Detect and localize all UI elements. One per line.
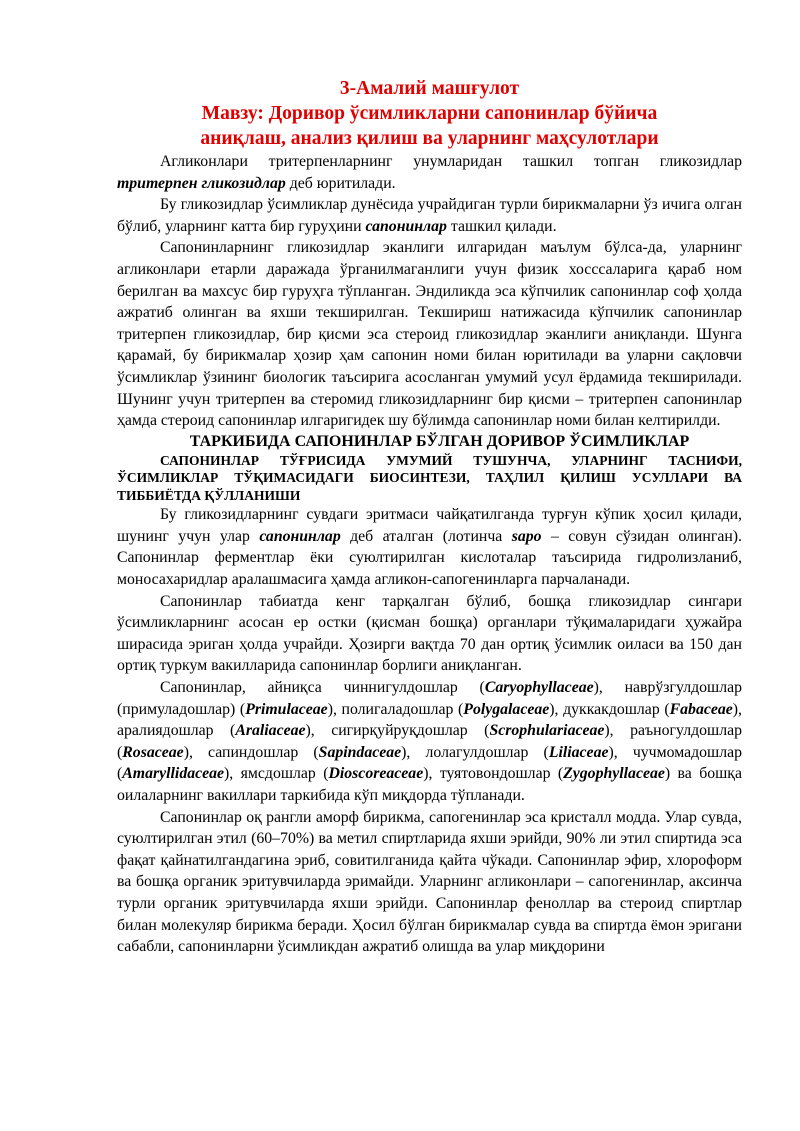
family-name: Sapindaceae [318, 743, 402, 761]
family-name: Scrophulariaceae [489, 722, 605, 740]
section-heading: ТАРКИБИДА САПОНИНЛАР БЎЛГАН ДОРИВОР ЎСИМЛИКЛАР [189, 432, 690, 450]
intro-text [117, 151, 742, 432]
paragraph [117, 151, 742, 194]
text: Сапонинлар, айниқса чиннигулдошлар ( [160, 678, 485, 696]
text: ), ямсдошлар ( [224, 765, 329, 783]
lesson-number-title: 3-Амалий машғулот [339, 78, 520, 99]
paragraph [117, 194, 742, 237]
text: – совун сўзидан олинган). Сапонинлар ферментлар ёки суюлтирилган кислоталар таъсирида гидролизланиб, моносахаридлар аралашмасига ҳамда агликон-сапогенинларга парчаланади. [117, 527, 742, 588]
term: тритерпен гликозидлар [117, 174, 286, 192]
paragraph: Сапонинлар табиатда кенг тарқалган бўлиб, бошқа гликозидлар сингари ўсимликларнинг асосан ер остки (қисман бошқа) органлари тўқималаридаги ҳужайра ширасида эриган ҳолда учрайди. Ҳозирги вақтда 70 дан ортиқ ўсимлик оиласи ва 150 дан ортиқ туркум вакилларида сапонинлар борлиги аниқланган. [117, 592, 742, 675]
family-name: Primulaceae [245, 700, 328, 718]
family-name: Amaryllidaceae [122, 765, 225, 783]
text: деб юритилади. [285, 174, 396, 192]
text: ), наврўзгулдошлар (примуладошлар) ( [117, 678, 742, 718]
family-name: Caryophyllaceae [484, 678, 594, 696]
text: САПОНИНЛАР ТЎҒРИСИДА УМУМИЙ ТУШУНЧА, УЛАРНИНГ ТАСНИФИ, ЎСИМЛИКЛАР ТЎҚИМАСИДАГИ БИОСИНТЕЗИ, ТАҲЛИЛ ҚИЛИШ УСУЛЛАРИ ВА ТИББИЁТДА ҚЎЛЛАНИШИ [117, 452, 742, 503]
paragraph: Сапонинлар оқ рангли аморф бирикма, сапогенинлар эса кристалл модда. Улар сувда, суюлтирилган этил (60–70%) ва метил спиртларида яхши эрийди, 90% ли этил спиртида эса фақат қайнатилгандагина эриб, совитилганида қайта чўкади. Сапонинлар эфир, хлороформ ва бошқа органик эритувчиларда эримайди. Уларнинг агликонлари – сапогенинлар, аксинча турли органик эритувчиларда яхши эрийди. Сапонинлар феноллар ва стероид спиртлар билан молекуляр бирикма беради. Ҳосил бўлган бирикмалар сувда ва спиртда ёмон эригани сабабли, сапонинларни ўсимликдан ажратиб олишда ва улар миқдорини [117, 808, 742, 956]
text: ), аралиядошлар ( [117, 700, 742, 740]
text: ), сапиндошлар ( [183, 743, 319, 761]
family-name: Liliaceae [548, 743, 609, 761]
paragraph: Сапонинларнинг гликозидлар эканлиги илгаридан маълум бўлса-да, уларнинг агликонлари етарли даражада ўрганилмаганлиги учун физик хосссаларига қараб ном берилган ва махсус бир гуруҳга тўпланган. Эндиликда эса кўпчилик сапонинлар соф ҳолда ажратиб олинган ва яхши текширилган. Текшириш натижасида кўпчилик сапонинлар тритерпен гликозидлар, бир қисми эса стероид гликозидлар эканлиги аниқланди. Шунга қарамай, бу бирикмалар ҳозир ҳам сапонин номи билан юритилади ва уларни сақловчи ўсимликлар ўзининг биологик таъсирига асосланган умумий усул ёрдамида текширилади. Шунинг учун тритерпен ва стеромид гликозидларнинг бир қисми – тритерпен сапонинлар ҳамда стероид сапонинлар илгаригидек шу бўлимда сапонинлар номи билан келтирилди. [117, 239, 742, 430]
term: сапонинлар [259, 527, 341, 545]
family-name: Polygalaceae [463, 700, 550, 718]
text: ), полигаладошлар ( [327, 700, 464, 718]
term: сапонинлар [365, 217, 447, 235]
family-name: Dioscoreaceae [328, 765, 424, 783]
text: ), чучмомадошлар ( [117, 743, 742, 783]
section-subheading [117, 452, 742, 505]
text: ), раъногулдошлар ( [117, 722, 742, 761]
families-paragraph [117, 677, 742, 807]
text: ), туятовондошлар ( [423, 765, 564, 783]
text: Бу гликозидлар ўсимликлар дунёсида учрайдиган турли бирикмаларни ўз ичига олган бўлиб, уларнинг катта бир гуруҳини [117, 196, 742, 235]
text: ), сигирқуйруқдошлар ( [305, 722, 490, 740]
family-name: Zygophyllaceae [563, 765, 665, 783]
text: Агликонлари тритерпенларнинг унумларидан ташкил топган гликозидлар [160, 153, 742, 170]
topic-title-line2: аниқлаш, анализ қилиш ва уларнинг маҳсулотлари [200, 128, 659, 149]
main-text [117, 504, 742, 957]
family-name: Rosaceae [122, 743, 184, 761]
text: ), лолагулдошлар ( [401, 743, 549, 761]
latin-term: sapo [511, 527, 542, 545]
paragraph [117, 504, 742, 590]
text: ташкил қилади. [446, 217, 557, 235]
text: ), дуккакдошлар ( [549, 700, 670, 718]
family-name: Fabaceae [669, 700, 733, 718]
family-name: Araliaceae [235, 722, 306, 740]
text: деб аталган (лотинча [340, 527, 512, 545]
text: Бу гликозидларнинг сувдаги эритмаси чайқатилганда турғун кўпик ҳосил қилади, шунинг учун улар [117, 506, 742, 545]
topic-title-line1: Мавзу: Доривор ўсимликларни сапонинлар бўйича [201, 103, 658, 124]
text: ) ва бошқа оилаларнинг вакиллари таркибида кўп миқдорда тўпланади. [117, 765, 742, 804]
